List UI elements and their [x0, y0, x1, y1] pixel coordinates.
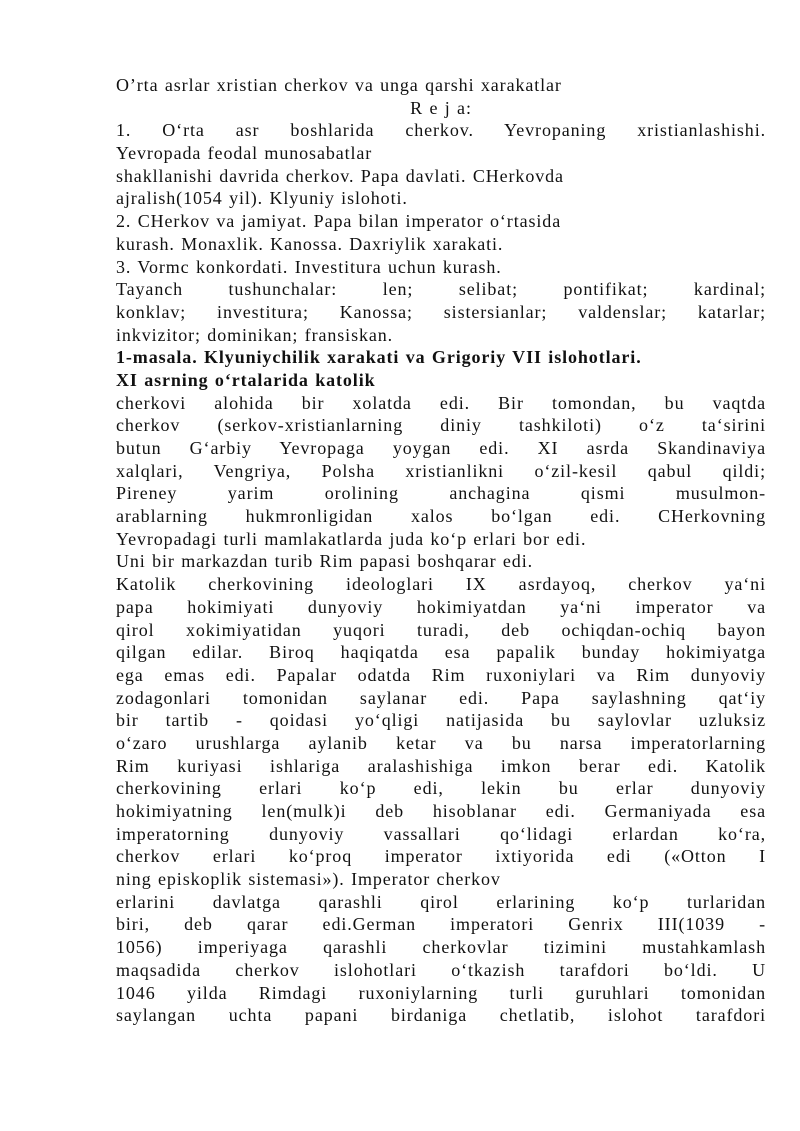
- text-line: cherkovi alohida bir xolatda edi. Bir tomondan, bu vaqtda: [116, 392, 766, 413]
- text-line: Uni bir markazdan turib Rim papasi boshqarar edi.: [116, 551, 533, 572]
- document-title: O’rta asrlar xristian cherkov va unga qarshi xarakatlar: [116, 75, 562, 95]
- text-line: bir tartib - qoidasi yo‘qligi natijasida bu saylovlar uzluksiz: [116, 710, 766, 731]
- text-line: Pireney yarim orolining anchagina qismi musulmon-: [116, 483, 766, 504]
- text-line: qilgan edilar. Biroq haqiqatda esa papalik bunday hokimiyatga: [116, 642, 766, 663]
- text-line: 1-masala. Klyuniychilik xarakati va Grigoriy VII islohotlari.: [116, 347, 642, 368]
- text-line: butun G‘arbiy Yevropaga yoygan edi. XI asrda Skandinaviya: [116, 438, 766, 458]
- text-line: Tayanch tushunchalar: len; selibat; pontifikat; kardinal;: [116, 279, 766, 300]
- text-line: ega emas edi. Papalar odatda Rim ruxoniylari va Rim dunyoviy: [116, 664, 766, 685]
- text-line: zodagonlari tomonidan saylanar edi. Papa saylashning qat‘iy: [116, 687, 766, 708]
- text-line: XI asrning o‘rtalarida katolik: [116, 369, 376, 390]
- text-line: papa hokimiyati dunyoviy hokimiyatdan ya‘ni imperator va: [116, 596, 766, 617]
- text-line: saylangan uchta papani birdaniga chetlatib, islohot tarafdori: [116, 1005, 766, 1026]
- text-line: inkvizitor; dominikan; fransiskan.: [116, 324, 394, 345]
- text-line: shakllanishi davrida cherkov. Papa davlati. CHerkovda: [116, 165, 564, 186]
- text-line: cherkov erlari ko‘proq imperator ixtiyorida edi («Otton I: [116, 846, 766, 867]
- text-line: ajralish(1054 yil). Klyuniy islohoti.: [116, 188, 408, 209]
- text-line: kurash. Monaxlik. Kanossa. Daxriylik xarakati.: [116, 233, 504, 254]
- text-line: konklav; investitura; Kanossa; sistersianlar; valdenslar; katarlar;: [116, 301, 766, 322]
- text-line: 1056) imperiyaga qarashli cherkovlar tizimini mustahkamlash: [116, 937, 766, 958]
- text-line: Katolik cherkovining ideologlari IX asrdayoq, cherkov ya‘ni: [116, 574, 766, 595]
- text-line: o‘zaro urushlarga aylanib ketar va bu narsa imperatorlarning: [116, 732, 766, 753]
- text-line: maqsadida cherkov islohotlari o‘tkazish tarafdori bo‘ldi. U: [116, 959, 766, 980]
- text-line: imperatorning dunyoviy vassallari qo‘lidagi erlardan ko‘ra,: [116, 823, 766, 844]
- text-line: Yevropada feodal munosabatlar: [116, 143, 373, 164]
- text-line: 3. Vormc konkordati. Investitura uchun kurash.: [116, 256, 502, 277]
- text-line: 1. O‘rta asr boshlarida cherkov. Yevropaning xristianlashishi.: [116, 120, 766, 141]
- text-line: arablarning hukmronligidan xalos bo‘lgan edi. CHerkovning: [116, 506, 766, 527]
- text-line: qirol xokimiyatidan yuqori turadi, deb ochiqdan-ochiq bayon: [116, 619, 766, 640]
- document-body: [116, 74, 766, 1027]
- text-line: Yevropadagi turli mamlakatlarda juda ko‘p erlari bor edi.: [116, 528, 587, 549]
- text-line: cherkov (serkov-xristianlarning diniy tashkiloti) o‘z ta‘sirini: [116, 415, 766, 436]
- text-line: biri, deb qarar edi.German imperatori Genrix III(1039 -: [116, 914, 766, 935]
- text-line: hokimiyatning len(mulk)i deb hisoblanar edi. Germaniyada esa: [116, 801, 766, 821]
- text-line: cherkovining erlari ko‘p edi, lekin bu erlar dunyoviy: [116, 778, 766, 799]
- text-line: 1046 yilda Rimdagi ruxoniylarning turli guruhlari tomonidan: [116, 982, 766, 1003]
- text-line: ning episkoplik sistemasi»). Imperator cherkov: [116, 869, 501, 890]
- document-lines: [116, 119, 766, 1027]
- plan-heading: R e j a:: [410, 97, 472, 118]
- text-line: Rim kuriyasi ishlariga aralashishiga imkon berar edi. Katolik: [116, 755, 766, 776]
- text-line: 2. CHerkov va jamiyat. Papa bilan imperator o‘rtasida: [116, 211, 562, 232]
- text-line: erlarini davlatga qarashli qirol erlarining ko‘p turlaridan: [116, 891, 766, 912]
- text-line: xalqlari, Vengriya, Polsha xristianlikni o‘zil-kesil qabul qildi;: [116, 460, 766, 481]
